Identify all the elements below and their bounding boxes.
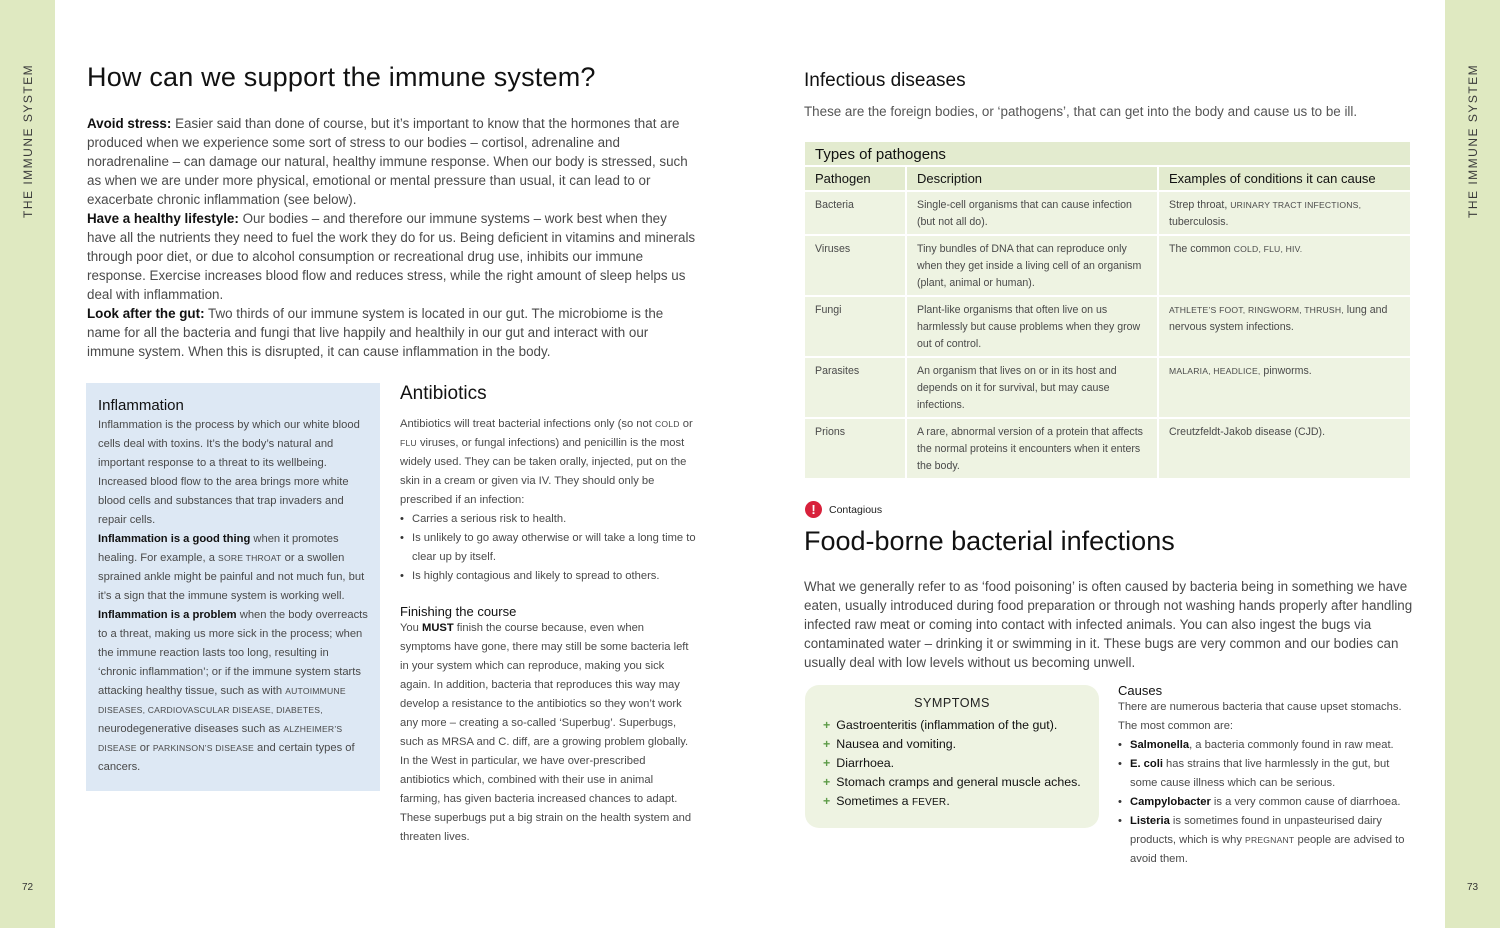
symptoms-title: SYMPTOMS [914,696,990,710]
text: neurodegenerative diseases such as [98,723,284,735]
finishing-course-text [400,619,696,847]
table-header-row [805,165,1410,190]
page-number-left: 72 [21,882,34,893]
examples-cell [1157,190,1410,234]
symptom-item [823,754,1081,773]
small-caps-term: PARKINSON’S DISEASE [152,743,254,753]
intro-text: Two thirds of our immune system is located in our gut. The microbiome is the name for all the bacteria and fungi that live happily and healthily in our gut and interact with our immune system. When this is disrupted, it can cause inflammation in the body. [87,306,664,359]
small-caps-term: FEVER [912,797,947,808]
small-caps-term: SORE THROAT [218,553,282,563]
intro-text: Easier said than done of course, but it’s important to know that the hormones that are produced when we experience some sort of stress to our bodies – cortisol, adrenaline and noradrenaline – can damage our natural, healthy immune response. When our body is stressed, such as when we are under more physical, emotional or mental pressure than usual, it can lead to or exacerbate chronic inflammation (see below). [87,116,688,207]
running-head-left: THE IMMUNE SYSTEM [21,63,35,218]
symptom-item [823,735,1081,754]
antibiotics-bullets [400,510,696,586]
emphasis: MUST [422,622,454,634]
small-caps-term: MALARIA, HEADLICE, [1169,366,1261,376]
small-caps-term: AUTOIMMUNE DISEASES, CARDIOVASCULAR DISEASE, DIABETES, [98,686,346,715]
text: or [136,742,153,754]
table-row [805,356,1410,417]
text: when it promotes healing. For example, a [98,533,339,564]
symptoms-list [823,716,1081,812]
cause-item [1118,793,1418,812]
examples-cell [1157,234,1410,295]
examples-cell [1157,356,1410,417]
text: tuberculosis. [1169,216,1229,228]
inflammation-p1: Inflammation is the process by which our white blood cells deal with toxins. It’s the body’s natural and important response to a threat to its wellbeing. Increased blood flow to the area brings more white blood cells and substances that trap invaders and repair cells. [98,419,360,526]
table-row [805,417,1410,478]
bacteria-name: Salmonella [1130,739,1190,751]
description-cell: An organism that lives on or in its host and depends on it for survival, but may cause infections. [905,356,1157,417]
text: Antibiotics will treat bacterial infections only (so not [400,418,655,430]
infectious-diseases-subtitle: These are the foreign bodies, or ‘pathogens’, that can get into the body and cause us to be ill. [804,104,1358,119]
bullet-item: • Is unlikely to go away otherwise or will take a long time to clear up by itself. [400,529,696,567]
intro-paragraph [87,114,699,209]
text: is sometimes found in unpasteurised dairy products, which is why [1130,815,1382,846]
small-caps-term: PREGNANT [1245,835,1295,845]
description-cell: Plant-like organisms that often live on us harmlessly but cause problems when they grow out of control. [905,295,1157,356]
intro-lead: Avoid stress: [87,116,172,131]
text: finish the course because, even when symptoms have gone, there may still be some bacteria left in your system which can reproduce, making you sick again. In addition, bacteria that reproduces this way may develop a resistance to the antibiotics so they won’t work any more – creating a so-called ‘Superbug’. Superbugs, such as MRSA and C. diff, are a growing problem globally. In the West in particular, we have over-prescribed antibiotics which, combined with their use in animal farming, has given bacteria increased chances to adapt. These superbugs put a big strain on the health system and threaten lives. [400,622,692,843]
pathogen-cell: Fungi [805,295,905,356]
small-caps-term: URINARY TRACT INFECTIONS, [1230,200,1362,210]
table-row [805,234,1410,295]
description-cell: Tiny bundles of DNA that can reproduce only when they get inside a living cell of an organism (plant, animal or human). [905,234,1157,295]
small-caps-term: ATHLETE’S FOOT, RINGWORM, THRUSH, [1169,305,1344,315]
text: has strains that live harmlessly in the gut, but some cause illness which can be serious. [1130,758,1390,789]
text: You [400,622,422,634]
contagious-label: Contagious [829,503,883,516]
causes-section [1118,683,1418,869]
food-borne-title: Food-borne bacterial infections [804,526,1175,556]
symptom-item [823,773,1081,792]
intro-paragraph [87,209,699,304]
symptom-item [823,716,1081,735]
text: when the body overreacts to a threat, making us more sick in the process; when the immune reaction lasts too long, resulting in ‘chronic inflammation’; or if the immune system starts attacking healthy tissue, such as with [98,609,368,697]
table-caption: Types of pathogens [805,140,1410,165]
small-caps-term: ALZHEIMER’S DISEASE [98,724,343,753]
right-edge-band [1445,0,1500,928]
small-caps-term: COLD, FLU, HIV. [1233,244,1303,254]
text: Stomach cramps and general muscle aches. [836,775,1081,789]
causes-title: Causes [1118,683,1163,698]
small-caps-term: COLD [654,419,680,429]
cause-item [1118,812,1418,869]
causes-intro: There are numerous bacteria that cause upset stomachs. The most common are: [1118,701,1402,732]
examples-cell [1157,295,1410,356]
intro-lead: Look after the gut: [87,306,205,321]
contagious-badge [805,501,882,518]
description-cell: Single-cell organisms that can cause infection (but not all do). [905,190,1157,234]
food-borne-text: What we generally refer to as ‘food poisoning’ is often caused by bacteria being in something we have eaten, usually introduced during food preparation or through not washing hands properly after handling infected raw meat or coming into contact with infected animals. You can also ingest the bugs via contaminated water – drinking it or swimming in it. These bugs are very common and our bodies can usually deal with low levels without us becoming unwell. [804,579,1413,670]
exclamation-alert-icon: ! [805,501,822,518]
examples-cell [1157,417,1410,478]
finishing-course-title: Finishing the course [400,604,517,619]
good-thing-lead: Inflammation is a good thing [98,533,251,545]
page-title: How can we support the immune system? [87,62,596,92]
text: , a bacteria commonly found in raw meat. [1189,739,1394,751]
bullet-item: • Is highly contagious and likely to spread to others. [400,567,696,586]
text: Nausea and vomiting. [836,737,957,751]
pathogen-cell: Bacteria [805,190,905,234]
inflammation-box [86,383,380,791]
pathogen-cell: Prions [805,417,905,478]
text: Sometimes a [836,794,912,808]
left-edge-band [0,0,55,928]
symptom-item [823,792,1081,812]
text: The common [1169,243,1234,255]
cause-item [1118,755,1418,793]
inflammation-text [98,416,368,777]
causes-list [1118,736,1418,869]
pathogen-cell: Parasites [805,356,905,417]
text: Gastroenteritis (inflammation of the gut). [836,718,1058,732]
text: and certain types of cancers. [98,742,355,773]
page-number-right: 73 [1466,882,1479,893]
problem-lead: Inflammation is a problem [98,609,237,621]
text: people are advised to avoid them. [1130,834,1405,865]
column-header: Pathogen [805,165,905,190]
bacteria-name: E. coli [1130,758,1163,770]
infectious-diseases-title: Infectious diseases [804,70,966,91]
plus-icon: + [823,756,831,770]
pathogen-cell: Viruses [805,234,905,295]
pathogens-table [805,140,1410,478]
antibiotics-text [400,415,696,510]
intro-text: Our bodies – and therefore our immune systems – work best when they have all the nutrients they need to fuel the work they do for us. Being deficient in vitamins and minerals through poor diet, or due to alcohol consumption or recreational drug use, inhibits our immune response. Exercise increases blood flow and reduces stress, while the right amount of sleep helps us deal with inflammation. [87,211,696,302]
plus-icon: + [823,794,831,808]
table-row [805,190,1410,234]
column-header: Description [905,165,1157,190]
intro-section [87,114,699,361]
symptoms-box [805,685,1099,828]
table-row [805,295,1410,356]
intro-lead: Have a healthy lifestyle: [87,211,239,226]
bacteria-name: Listeria [1130,815,1170,827]
intro-paragraph [87,304,699,361]
plus-icon: + [823,718,831,732]
plus-icon: + [823,737,831,751]
plus-icon: + [823,775,831,789]
text: . [946,794,950,808]
text: Strep throat, [1169,199,1231,211]
text: Diarrhoea. [836,756,895,770]
text: or [679,418,693,430]
small-caps-term: FLU [400,438,417,448]
text: is a very common cause of diarrhoea. [1210,796,1401,808]
cause-item [1118,736,1418,755]
antibiotics-title: Antibiotics [400,383,487,404]
text: pinworms. [1260,365,1312,377]
bacteria-name: Campylobacter [1130,796,1211,808]
bullet-item: • Carries a serious risk to health. [400,510,696,529]
text: or a swollen sprained ankle might be painful and not much fun, but it’s a sign that the immune system is working well. [98,552,365,602]
description-cell: A rare, abnormal version of a protein that affects the normal proteins it encounters when it enters the body. [905,417,1157,478]
column-header: Examples of conditions it can cause [1157,165,1410,190]
text: viruses, or fungal infections) and penicillin is the most widely used. They can be taken orally, injected, put on the skin in a cream or given via IV. They should only be prescribed if an infection: [400,437,687,506]
text: Creutzfeldt-Jakob disease (CJD). [1169,426,1326,438]
inflammation-title: Inflammation [98,397,184,414]
running-head-right: THE IMMUNE SYSTEM [1466,63,1480,218]
text: lung and nervous system infections. [1169,304,1388,333]
antibiotics-section [400,383,696,847]
